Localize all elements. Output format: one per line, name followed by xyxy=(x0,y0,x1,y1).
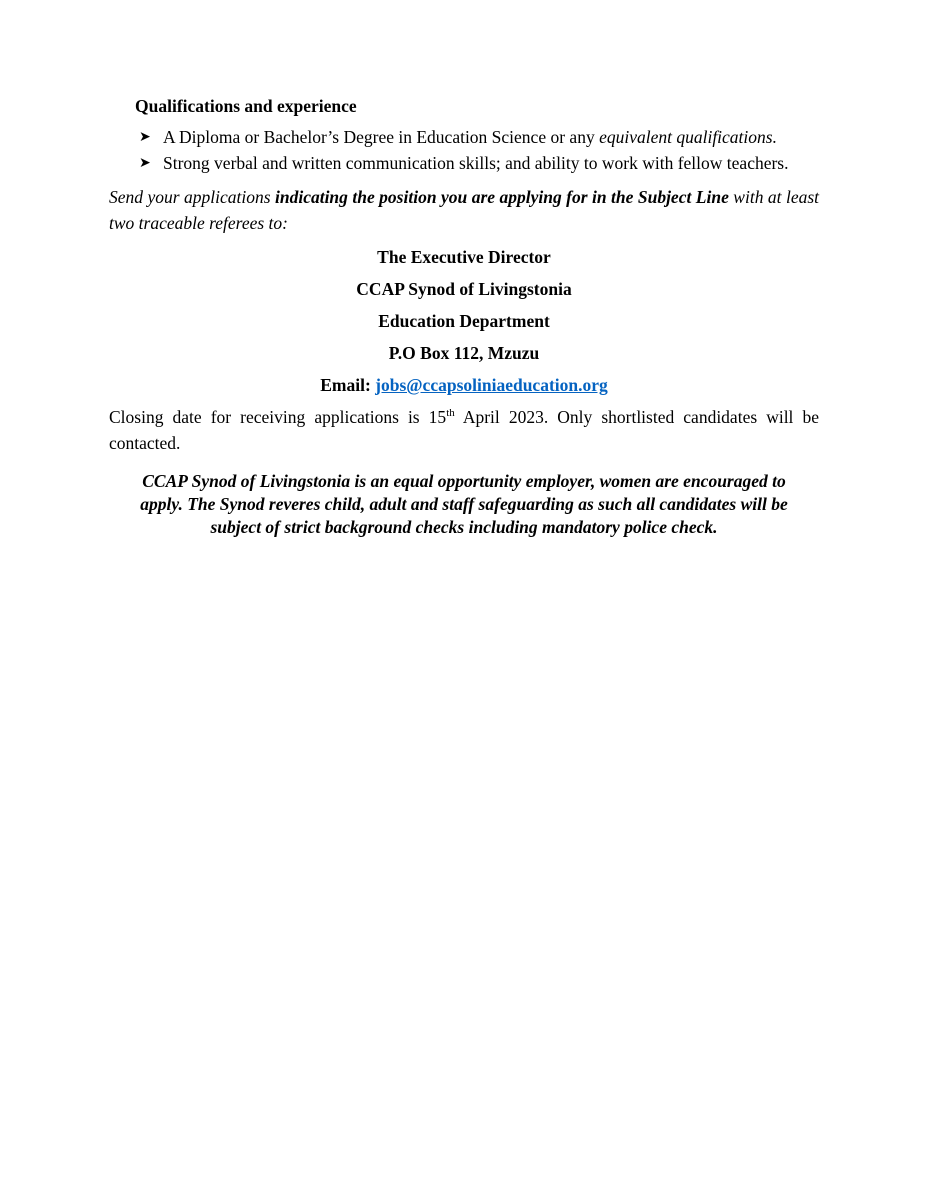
arrowhead-bullet-icon: ➤ xyxy=(139,129,151,145)
qualifications-list xyxy=(139,124,819,176)
instructions-text-end: with at least two traceable referees to: xyxy=(109,187,820,233)
address-department: Education Department xyxy=(378,311,550,331)
list-item-text xyxy=(163,124,777,150)
email-link[interactable]: jobs@ccapsoliniaeducation.org xyxy=(375,375,608,395)
mailing-address xyxy=(109,244,819,398)
list-item xyxy=(139,150,819,176)
instructions-text: Send your applications xyxy=(109,187,275,207)
list-item-emphasis: equivalent qualifications. xyxy=(599,127,777,147)
document-content xyxy=(109,93,819,539)
email-label: Email: xyxy=(320,375,376,395)
closing-text-end: April 2023. Only shortlisted candidates will be contacted. xyxy=(109,407,819,453)
arrowhead-bullet-icon: ➤ xyxy=(139,155,151,171)
ordinal-superscript: th xyxy=(446,407,455,420)
equal-opportunity-statement xyxy=(109,470,819,539)
address-po-box: P.O Box 112, Mzuzu xyxy=(388,343,540,363)
application-instructions xyxy=(109,184,819,236)
address-recipient: The Executive Director xyxy=(377,247,551,267)
closing-date-text xyxy=(109,404,819,456)
address-email-row xyxy=(109,372,819,398)
list-item xyxy=(139,124,819,150)
statement-line: subject of strict background checks including mandatory police check. xyxy=(210,517,718,537)
address-organization: CCAP Synod of Livingstonia xyxy=(356,279,572,299)
list-item-plain: A Diploma or Bachelor’s Degree in Education Science or any xyxy=(163,127,600,147)
statement-line: apply. The Synod reveres child, adult and staff safeguarding as such all candidates will be xyxy=(140,494,788,514)
statement-line: CCAP Synod of Livingstonia is an equal opportunity employer, women are encouraged to xyxy=(142,471,786,491)
closing-text: Closing date for receiving applications is 15 xyxy=(109,407,447,427)
instructions-bold-text: indicating the position you are applying for in the Subject Line xyxy=(274,187,729,207)
qualifications-heading: Qualifications and experience xyxy=(135,96,357,116)
list-item-text: Strong verbal and written communication skills; and ability to work with fellow teachers. xyxy=(163,153,789,173)
